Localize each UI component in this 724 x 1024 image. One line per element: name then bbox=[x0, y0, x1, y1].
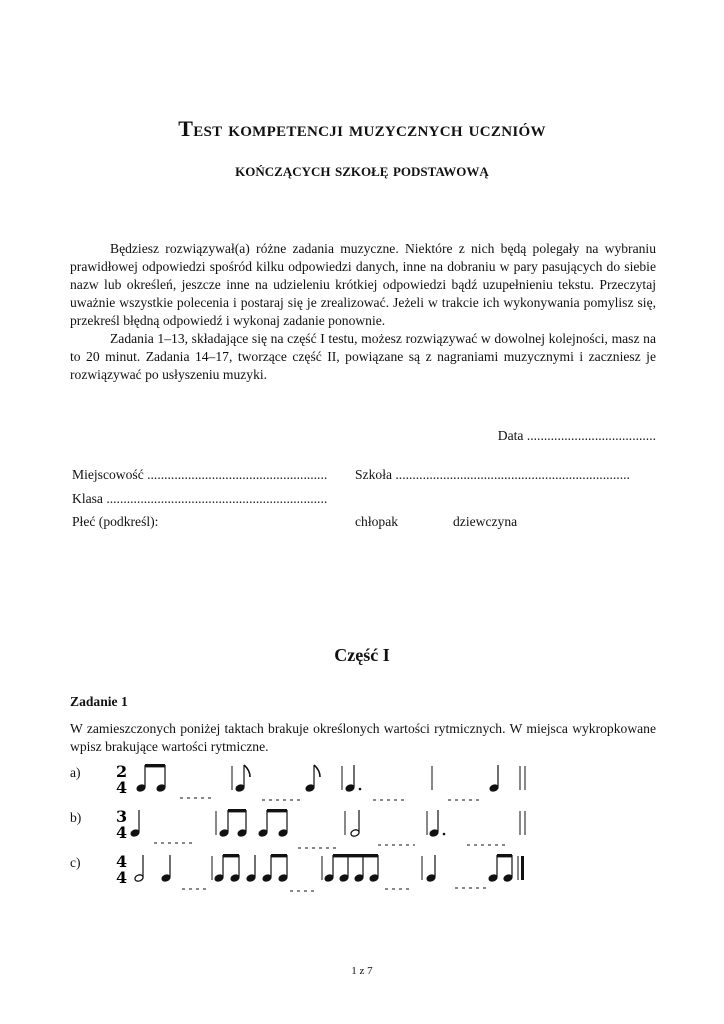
rhythm-example-b bbox=[110, 803, 540, 853]
instructions-paragraph-1: Będziesz rozwiązywał(a) różne zadania muzyczne. Niektóre z nich będą polegały na wybraniu prawidłowej odpowiedzi spośród kilku odpowiedzi danych, inne na dobraniu w pary pasujących do siebie nazw lub określeń, jeszcze inne na udzieleniu krótkiej odpowiedzi bądź uzupełnieniu tekstu. Przeczytaj uważnie wszystkie polecenia i postaraj się je zrealizować. Jeżeli w trakcie ich wykonywania pomylisz się, przekreśl błędną odpowiedź i wykonaj zadanie ponownie. bbox=[70, 241, 656, 328]
time-sig-bottom: 4 bbox=[116, 823, 128, 842]
gender-option-boy[interactable]: chłopak bbox=[355, 514, 399, 529]
dotted-quarter-note bbox=[429, 810, 445, 837]
beamed-eighths bbox=[136, 764, 166, 792]
school-field[interactable]: Szkoła ..................................................................... bbox=[355, 467, 630, 482]
date-field[interactable]: Data ...................................... bbox=[497, 428, 656, 443]
eighth-note bbox=[305, 765, 320, 792]
beamed-eighths bbox=[219, 809, 247, 837]
rhythm-example-c bbox=[110, 848, 540, 898]
town-field[interactable]: Miejscowość ..................................................... bbox=[72, 467, 328, 482]
class-field[interactable]: Klasa ................................................................. bbox=[72, 491, 328, 506]
quarter-note bbox=[161, 855, 171, 882]
half-note bbox=[350, 810, 360, 837]
quarter-note bbox=[489, 765, 499, 792]
beamed-eighths bbox=[262, 854, 288, 882]
part-heading: Część I bbox=[334, 645, 390, 665]
answer-blanks bbox=[180, 798, 482, 800]
half-note bbox=[134, 855, 144, 882]
quarter-note bbox=[246, 855, 256, 882]
beamed-eighths bbox=[214, 854, 240, 882]
final-barline-thick bbox=[521, 856, 524, 880]
gender-label: Płeć (podkreśl): bbox=[72, 514, 159, 529]
quarter-note bbox=[130, 810, 140, 837]
task-1-text: W zamieszczonych poniżej taktach brakuje określonych wartości rytmicznych. W miejsca wykropkowane wpisz brakujące wartości rytmiczne. bbox=[70, 721, 656, 754]
time-sig-bottom: 4 bbox=[116, 778, 128, 797]
beamed-four-eighths bbox=[324, 854, 379, 882]
task-1-title: Zadanie 1 bbox=[70, 694, 128, 709]
answer-blanks bbox=[182, 888, 488, 891]
title-line-1: Test kompetencji muzycznych uczniów bbox=[178, 116, 546, 141]
title-line-2: kończących szkołę podstawową bbox=[235, 160, 489, 180]
time-sig-bottom: 4 bbox=[116, 868, 128, 887]
example-c-label: c) bbox=[70, 855, 81, 870]
rhythm-example-a bbox=[110, 758, 540, 808]
page-number: 1 z 7 bbox=[351, 965, 373, 977]
quarter-note bbox=[426, 855, 436, 882]
instructions-paragraph-2: Zadania 1–13, składające się na część I testu, możesz rozwiązywać w dowolnej kolejności, masz na to 20 minut. Zadania 14–17, tworzące część II, powiązane są z nagraniami muzycznymi i zaczniesz je rozwiązywać po usłyszeniu muzyki. bbox=[70, 331, 656, 382]
instructions bbox=[70, 240, 656, 384]
time-sig-top: 2 bbox=[116, 762, 128, 781]
time-sig-top: 4 bbox=[116, 852, 128, 871]
example-a-label: a) bbox=[70, 765, 81, 780]
beamed-eighths bbox=[258, 809, 288, 837]
gender-option-girl[interactable]: dziewczyna bbox=[453, 514, 518, 529]
beamed-eighths bbox=[488, 854, 513, 882]
time-sig-top: 3 bbox=[116, 807, 128, 826]
example-b-label: b) bbox=[70, 810, 82, 825]
eighth-note bbox=[235, 765, 250, 792]
dotted-quarter-note bbox=[345, 765, 361, 792]
